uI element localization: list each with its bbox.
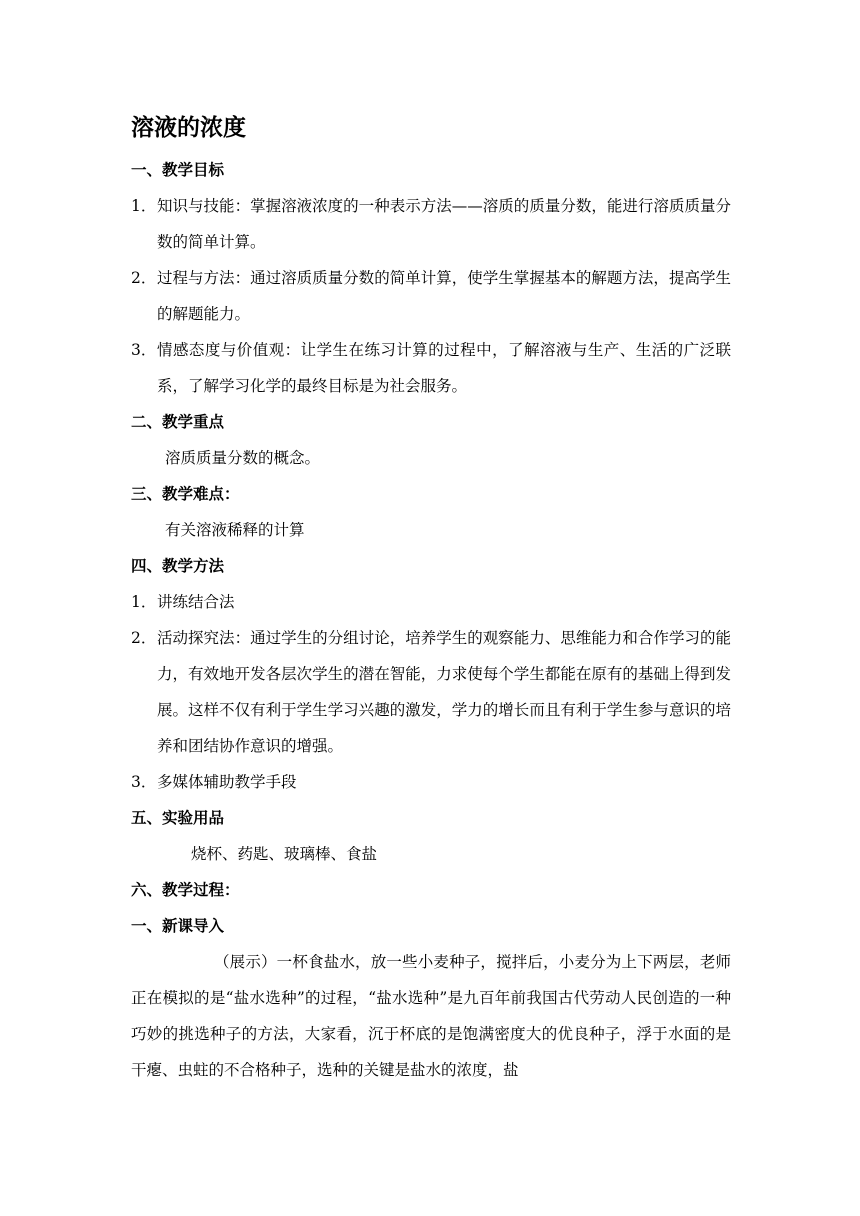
document-page	[131, 108, 731, 1088]
list-number: 2．	[131, 629, 157, 647]
section-heading-objectives: 一、教学目标	[131, 161, 225, 179]
list-number: 1．	[131, 593, 157, 611]
paragraph: 有关溶液稀释的计算	[165, 521, 305, 539]
list-item	[131, 764, 731, 800]
paragraph: （展示）一杯食盐水，放一些小麦种子，搅拌后，小麦分为上下两层，老师正在模拟的是“盐水选种”的过程，“盐水选种”是九百年前我国古代劳动人民创造的一种巧妙的挑选种子的方法，大家看，沉于杯底的是饱满密度大的优良种子，浮于水面的是干瘪、虫蛀的不合格种子，选种的关键是盐水的浓度，盐	[131, 953, 731, 1079]
section-heading-difficulties: 三、教学难点：	[131, 485, 240, 503]
paragraph: 溶质质量分数的概念。	[165, 449, 321, 467]
list-number: 3．	[131, 773, 157, 791]
list-text: 过程与方法：通过溶质质量分数的简单计算，使学生掌握基本的解题方法，提高学生的解题能力。	[157, 269, 731, 323]
list-item	[131, 332, 731, 404]
list-item	[131, 620, 731, 764]
list-text: 活动探究法：通过学生的分组讨论，培养学生的观察能力、思维能力和合作学习的能力，有效地开发各层次学生的潜在智能，力求使每个学生都能在原有的基础上得到发展。这样不仅有利于学生学习兴趣的激发，学力的增长而且有利于学生参与意识的培养和团结协作意识的增强。	[157, 629, 731, 755]
section-heading-methods: 四、教学方法	[131, 557, 225, 575]
section-heading-materials: 五、实验用品	[131, 809, 225, 827]
paragraph: 烧杯、药匙、玻璃棒、食盐	[191, 845, 378, 863]
list-text: 讲练结合法	[157, 593, 235, 611]
list-item	[131, 584, 731, 620]
list-number: 2．	[131, 269, 157, 287]
list-item	[131, 260, 731, 332]
list-number: 3．	[131, 341, 157, 359]
section-heading-key-points: 二、教学重点	[131, 413, 225, 431]
list-number: 1．	[131, 197, 157, 215]
section-heading-process: 六、教学过程：	[131, 881, 240, 899]
list-text: 情感态度与价值观：让学生在练习计算的过程中，了解溶液与生产、生活的广泛联系，了解学习化学的最终目标是为社会服务。	[157, 341, 731, 395]
document-title: 溶液的浓度	[131, 115, 246, 141]
list-item	[131, 188, 731, 260]
list-text: 多媒体辅助教学手段	[157, 773, 297, 791]
list-text: 知识与技能：掌握溶液浓度的一种表示方法——溶质的质量分数，能进行溶质质量分数的简单计算。	[157, 197, 731, 251]
section-heading-intro: 一、新课导入	[131, 917, 225, 935]
